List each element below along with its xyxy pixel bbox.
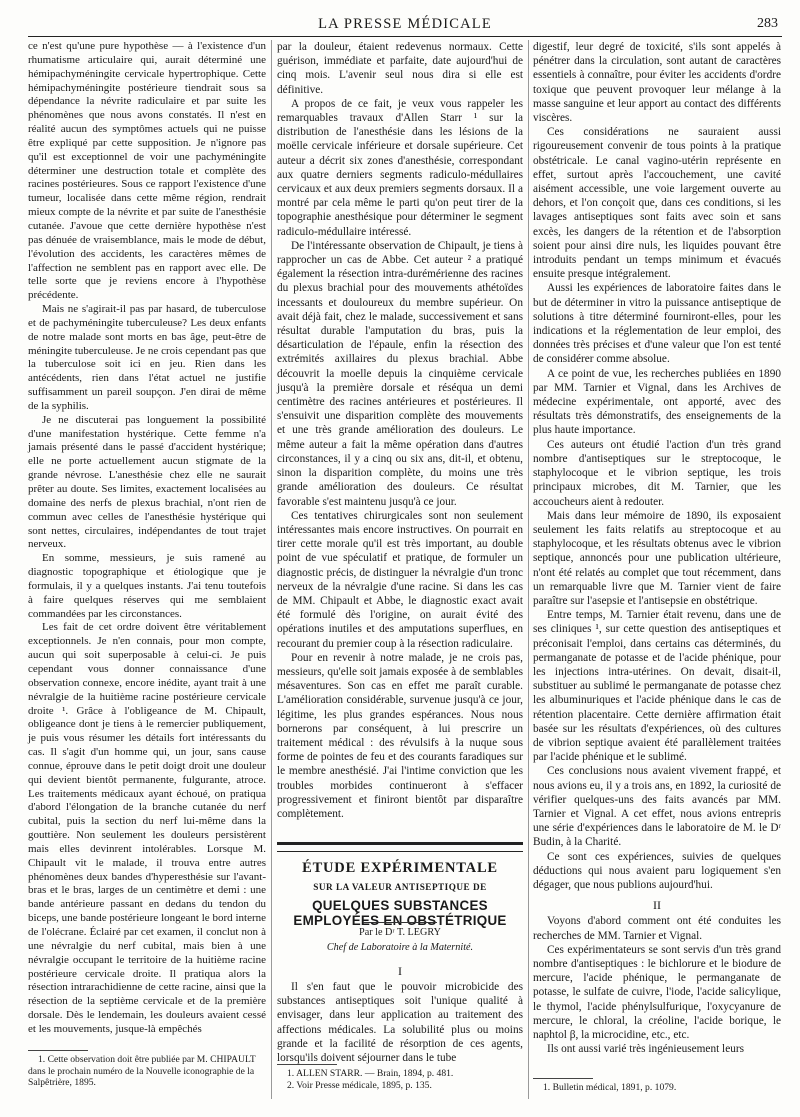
- article-rule: [277, 842, 523, 852]
- paragraph: ce n'est qu'une pure hypothèse — à l'existence d'un rhumatisme articulaire qui, aurait déterminé une hémipachyméningite cervicale hypertrophique. Cette hémipachyméningite postérieure tiendrait sous sa dépendance la névrite radiculaire et par suite les phénomènes que nous avons constatés. Il n'est en réalité aucun des symptômes actuels qui ne puisse être expliqué par cette supposition. Je n'ignore pas qu'il est exceptionnel de voir une pachyméningite déterminer une destruction totale et complète des racines postérieures. Sous ce rapport l'existence d'une tumeur, localisée dans cette même région, rendrait mieux compte de la névrite et par suite de l'anesthésie cutanée. J'avoue que cette dernière hypothèse n'est pas dénuée de vraisemblance, mais le mode de début, l'évolution des accidents, les caractères mêmes de l'affection ne semblent pas en rapport avec elle. De telle sorte que je reviens encore à l'hypothèse précédente.: [28, 40, 266, 302]
- paragraph: Ce sont ces expériences, suivies de quelques déductions qui nous avaient paru logiquement s'en dégager, que nous publions aujourd'hui.: [533, 850, 781, 891]
- paragraph: par la douleur, étaient redevenus normaux. Cette guérison, immédiate et parfaite, date aujourd'hui de cinq mois. L'avenir seul nous dira si elle est définitive.: [277, 41, 523, 96]
- column-divider: [271, 40, 272, 1099]
- footnote-rule: [28, 1050, 88, 1051]
- paragraph: Ces auteurs ont étudié l'action d'un très grand nombre d'antiseptiques sur le streptocoque, le staphylocoque et le vibrion septique, les trois principaux microbes, dit M. Tarnier, que les accoucheurs aient à redouter.: [533, 438, 781, 508]
- footnote-rule: [533, 1078, 593, 1079]
- footnote-text: 1. Bulletin médical, 1891, p. 1079.: [543, 1082, 677, 1093]
- footnote-3: [533, 1082, 781, 1094]
- article-byline: Par le Dʳ T. LEGRY: [359, 927, 441, 938]
- paragraph: Mais dans leur mémoire de 1890, ils exposaient seulement les faits relatifs au streptocoque et au staphylocoque, et les résultats obtenus avec le vibrion septique, annoncés pour une publication ultérieure, n'ont été relatés au complet que tout récemment, dans un remarquable livre que M. Tarnier vient de faire paraître sur l'asepsie et l'antisepsie en obstétrique.: [533, 509, 781, 607]
- paragraph: digestif, leur degré de toxicité, s'ils sont appelés à pénétrer dans la circulation, sont autant de caractères essentiels à connaître, pour éviter les accidents d'ordre toxique que peuvent provoquer leur mélange à la masse sanguine et leur apport au contact des différents viscères.: [533, 41, 781, 125]
- journal-title: LA PRESSE MÉDICALE: [318, 16, 492, 32]
- page-header: [28, 14, 782, 37]
- footnote-text: 1. Cette observation doit être publiée par M. CHIPAULT dans le prochain numéro de la Nouvelle iconographie de la Salpêtrière, 1895.: [28, 1054, 256, 1088]
- column-divider: [528, 40, 529, 1099]
- footnotes-2: [277, 1068, 523, 1091]
- article-header: [277, 842, 523, 1086]
- article-body: [277, 980, 523, 1065]
- article-title-2: QUELQUES SUBSTANCES EMPLOYÉES EN OBSTÉTRIQUE: [293, 898, 507, 928]
- article-affiliation: Chef de Laboratoire à la Maternité.: [326, 942, 474, 953]
- footnote-text: 1. ALLEN STARR. — Brain, 1894, p. 481.: [287, 1068, 454, 1079]
- paragraph: A ce point de vue, les recherches publiées en 1890 par MM. Tarnier et Vignal, dans les Archives de médecine expérimentale, ont apporté, avec des résultats très démonstratifs, des enseignements de la plus haute importance.: [533, 367, 781, 437]
- divider: [363, 922, 437, 923]
- paragraph: Les fait de cet ordre doivent être véritablement exceptionnels. Je n'en connais, pour mon compte, aucun qui soit superposable à celui-ci. Je puis cependant vous donner connaissance d'une observation connexe, encore inédite, ayant trait à une névralgie de la huitième racine postérieure cervicale droite ¹. Grâce à l'obligeance de M. Chipault, obligeance dont je tiens à le remercier publiquement, je puis vous résumer les détails fort intéressants du cas. Il s'agit d'un homme qui, un jour, sans cause connue, éprouve dans le petit doigt droit une douleur qui devient bientôt permanente, fulgurante, atroce. Les traitements médicaux ayant échoué, on pratiqua d'abord l'élongation de la branche cutanée du nerf cubital, puis la section du nerf lui-même dans la gouttière. Non seulement les douleurs persistèrent mais elles devinrent intolérables. Lorsque M. Chipault vit le malade, il trouva entre autres phénomènes deux bandes d'hyperesthésie sur l'avant-bras et le bras, larges de un centimètre et demi : une bande antérieure passant en dedans du tendon du biceps, une bande postérieure longeant le bord interne de l'olécrane. Éclairé par cet examen, il conclut non à une névralgie du nerf cubital, mais bien à une névralgie occupant le territoire de la huitième racine postérieure cervicale droite. Il pratiqua alors la résection intrarachidienne de cette racine, ainsi que la résection de la septième cervicale et de la première dorsale. Dès le lendemain, les douleurs avaient cessé et les mouvements, jusque-là empêchés: [28, 621, 266, 1035]
- paragraph: Ils ont aussi varié très ingénieusement leurs: [547, 1043, 745, 1056]
- paragraph: De l'intéressante observation de Chipault, je tiens à rapprocher un cas de Abbe. Cet auteur ² a pratiqué également la résection intra-durémérienne des racines du plexus brachial pour des mouvements athétoïdes incessants et douloureux du membre supérieur. On avait déjà fait, chez le malade, successivement et sans résultat durable l'amputation du bras, puis la désarticulation de l'épaule, enfin la résection des extrémités axillaires du plexus brachial. Abbe découvrit la moelle depuis la cinquième cervicale jusqu'à la première dorsale et réséqua un demi centimètre des racines antérieures et postérieures. Il s'ensuivit une disparition complète des mouvements et une très grande amélioration des douleurs. Le même auteur a fait la même opération dans d'autres circonstances, il y a cinq ou six ans, dit-il, et obtenu, sinon la disparition complète, du moins une très grande amélioration des douleurs. Ce résultat favorable s'est maintenu jusqu'à ce jour.: [277, 239, 523, 508]
- paragraph: Ces tentatives chirurgicales sont non seulement intéressantes mais encore instructives. On pourrait en tirer cette morale qu'il est très important, au double point de vue spéculatif et pratique, de formuler un diagnostic précis, de distinguer la névralgie d'un tronc nerveux de la névralgie d'une racine. Si dans les cas de MM. Chipault et Abbe, le diagnostic exact avait été formulé dès l'origine, on aurait évité des opérations inutiles et des amputations superflues, en recourant du premier coup à la résection radiculaire.: [277, 509, 523, 650]
- column-1: [28, 40, 266, 1037]
- paragraph: Ces expérimentateurs se sont servis d'un très grand nombre d'antiseptiques : le bichlorure et le biodure de mercure, l'acide phénique, le permanganate de potasse, le sulfate de cuivre, l'iode, l'acide salicylique, le thymol, l'acide phénylsulfurique, l'oxycyanure de mercure, le chloral, la créoline, l'acide borique, le naphtol β, la microcidine, etc., etc.: [533, 943, 781, 1042]
- section-number: I: [398, 964, 402, 978]
- paragraph: Pour en revenir à notre malade, je ne crois pas, messieurs, qu'elle soit jamais exposée à de semblables mésaventures. Son cas en effet me paraît curable. L'amélioration considérable, survenue jusqu'à ce jour, légitime, les plus grandes espérances. Nous nous bornerons par conséquent, à lui prescrire un traitement médical : des révulsifs à la nuque sous forme de pointes de feu et des courants faradiques sur le membre anesthésié. J'ai l'intime conviction que les troubles morbides continueront à s'effacer progressivement et finiront bientôt par disparaître complètement.: [277, 651, 523, 820]
- section-number: II: [653, 898, 661, 913]
- column-2: [277, 40, 523, 821]
- footnote-rule: [277, 1064, 337, 1065]
- paragraph: Ces conclusions nous avaient vivement frappé, et nous avions eu, il y a trois ans, en 1892, la curiosité de vérifier quelques-uns des faits avancés par MM. Tarnier et Vignal. A cet effet, nous avions entrepris une série d'expériences dans le laboratoire de M. le Dʳ Budin, à la Charité.: [533, 765, 781, 849]
- paragraph: Entre temps, M. Tarnier était revenu, dans une de ses cliniques ¹, sur cette question des antiseptiques et préconisait l'emploi, dans certains cas déterminés, du permanganate de potasse et de l'acide phénique, pour les injections intra-utérines. On devait, disait-il, substituer au sublimé le permanganate de potasse chez les albuminuriques et l'acide phénique dans le cas de rétention placentaire. Cette dernière affirmation était basée sur les résultats d'expériences, où des cultures de vibrion septique avaient été parallèlement traitées par l'acide phénique et le sublimé.: [533, 609, 781, 764]
- page-number: 283: [757, 16, 778, 31]
- paragraph: Ces considérations ne sauraient aussi rigoureusement convenir de tous points à la pratique obstétricale. Le canal vagino-utérin représente en effet, surtout après l'accouchement, une cavité aisément accessible, une voie largement ouverte au dehors, et l'on conçoit que, dans ces conditions, si les lavages antiseptiques sont faits avec soin et sans excès, les dangers de la rétention et de l'absorption soient pour ainsi dire nuls, les liquides pouvant être introduits pendant un temps minimum et évacués ensuite presque intégralement.: [533, 126, 781, 281]
- paragraph: Je ne discuterai pas longuement la possibilité d'une manifestation hystérique. Cette femme n'a jamais présenté dans le passé d'accident hystérique; elle ne porte actuellement aucun stigmate de la grande névrose. L'anesthésie chez elle ne saurait prêter au doute. Ses limites, exactement localisées au domaine des nerfs de plexus brachial, n'ont rien de commun avec celles de l'anesthésie hystérique qui sont nettes, circulaires, indépendantes de tout trajet nerveux.: [28, 413, 266, 551]
- paragraph: Voyons d'abord comment ont été conduites les recherches de MM. Tarnier et Vignal.: [533, 915, 781, 942]
- paragraph: Aussi les expériences de laboratoire faites dans le but de déterminer in vitro la puissance antiseptique de solutions à titre déterminé fourniront-elles, pour les indications et la réglementation de leur emploi, des données très précises et d'une valeur que l'on est tenté de considérer comme absolue.: [533, 282, 781, 366]
- article-subtitle: SUR LA VALEUR ANTISEPTIQUE DE: [313, 882, 487, 892]
- footnote-1: [28, 1054, 266, 1089]
- paragraph: En somme, messieurs, je suis ramené au diagnostic topographique et étiologique que je formulais, il y a quelques instants. J'ai tenu toutefois à faire quelques réserves qui me semblaient commandées par les circonstances.: [28, 552, 266, 620]
- paragraph: Mais ne s'agirait-il pas par hasard, de tuberculose et de pachyméningite tuberculeuse? Les deux enfants de notre malade sont morts en bas âge, peut-être de méningite tuberculeuse. Je ne crois cependant pas que la tuberculose soit ici en jeu. Rien dans les antécédents, rien dans l'état actuel ne justifie suffisamment un pareil soupçon. J'en dirai de même de la syphilis.: [28, 303, 266, 412]
- article-title: ÉTUDE EXPÉRIMENTALE: [302, 860, 498, 876]
- paragraph: Il s'en faut que le pouvoir microbicide des substances antiseptiques soit l'unique qualité à envisager, dans leur application au traitement des affections médicales. La solubilité plus ou moins grande et la facilité de résorption de ces agents, lorsqu'ils doivent séjourner dans le tube: [277, 981, 523, 1065]
- column-3: [533, 40, 781, 1056]
- paragraph: A propos de ce fait, je veux vous rappeler les remarquables travaux d'Allen Starr ¹ sur la distribution de l'anesthésie dans les lésions de la moëlle cervicale inférieure et dorsale supérieure. Cet auteur a décrit six zones d'anesthésie, correspondant aux quatre derniers segments radiculo-médullaires cervicaux et aux deux premiers segments dorsaux. Il a montré par cela même le parti qu'on peut tirer de la topographie anesthésique pour déterminer le segment radiculo-médullaire intéressé.: [277, 97, 523, 238]
- footnote-text: 2. Voir Presse médicale, 1895, p. 135.: [287, 1079, 432, 1091]
